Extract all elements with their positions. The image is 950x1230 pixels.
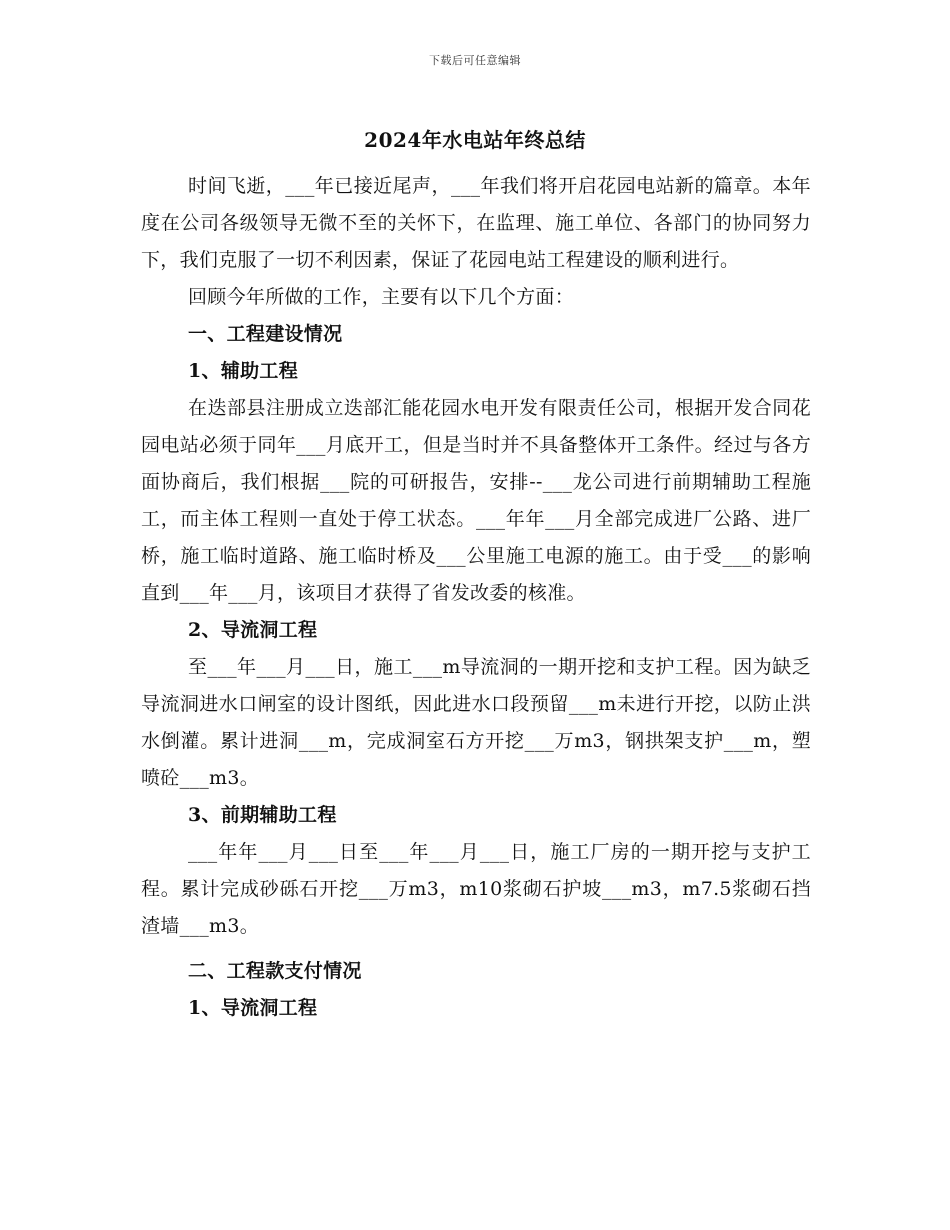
subsection-heading-early-auxiliary: 3、前期辅助工程 (188, 804, 337, 826)
paragraph-intro: 时间飞逝，___年已接近尾声，___年我们将开启花园电站新的篇章。本年度在公司各级领导无微不至的关怀下，在监理、施工单位、各部门的协同努力下，我们克服了一切不利因素，保证了花园电站工程建设的顺利进行。 (141, 175, 811, 271)
document-title: 2024年水电站年终总结 (364, 128, 586, 152)
section-heading-construction: 一、工程建设情况 (188, 323, 343, 345)
document-body (141, 168, 811, 1027)
paragraph-review: 回顾今年所做的工作，主要有以下几个方面： (188, 286, 575, 308)
paragraph-auxiliary: 在迭部县注册成立迭部汇能花园水电开发有限责任公司，根据开发合同花园电站必须于同年___月底开工，但是当时并不具备整体开工条件。经过与各方面协商后，我们根据___院的可研报告，安排--___龙公司进行前期辅助工程施工，而主体工程则一直处于停工状态。___年年___月全部完成进厂公路、进厂桥，施工临时道路、施工临时桥及___公里施工电源的施工。由于受___的影响直到___年___月，该项目才获得了省发改委的核准。 (141, 397, 811, 604)
paragraph-diversion-tunnel: 至___年___月___日，施工___m导流洞的一期开挖和支护工程。因为缺乏导流洞进水口闸室的设计图纸，因此进水口段预留___m未进行开挖，以防止洪水倒灌。累计进洞___m，完成洞室石方开挖___万m3，钢拱架支护___m，塑喷砼___m3。 (141, 656, 811, 789)
section-heading-payment: 二、工程款支付情况 (188, 960, 362, 982)
header-note: 下载后可任意编辑 (429, 54, 521, 67)
paragraph-early-auxiliary: ___年年___月___日至___年___月___日，施工厂房的一期开挖与支护工程。累计完成砂砾石开挖___万m3，m10浆砌石护坡___m3，m7.5浆砌石挡渣墙___m3。 (141, 841, 811, 937)
subsection-heading-diversion-tunnel: 2、导流洞工程 (188, 619, 318, 641)
subsection-heading-payment-diversion: 1、导流洞工程 (188, 997, 318, 1019)
subsection-heading-auxiliary: 1、辅助工程 (188, 360, 299, 382)
